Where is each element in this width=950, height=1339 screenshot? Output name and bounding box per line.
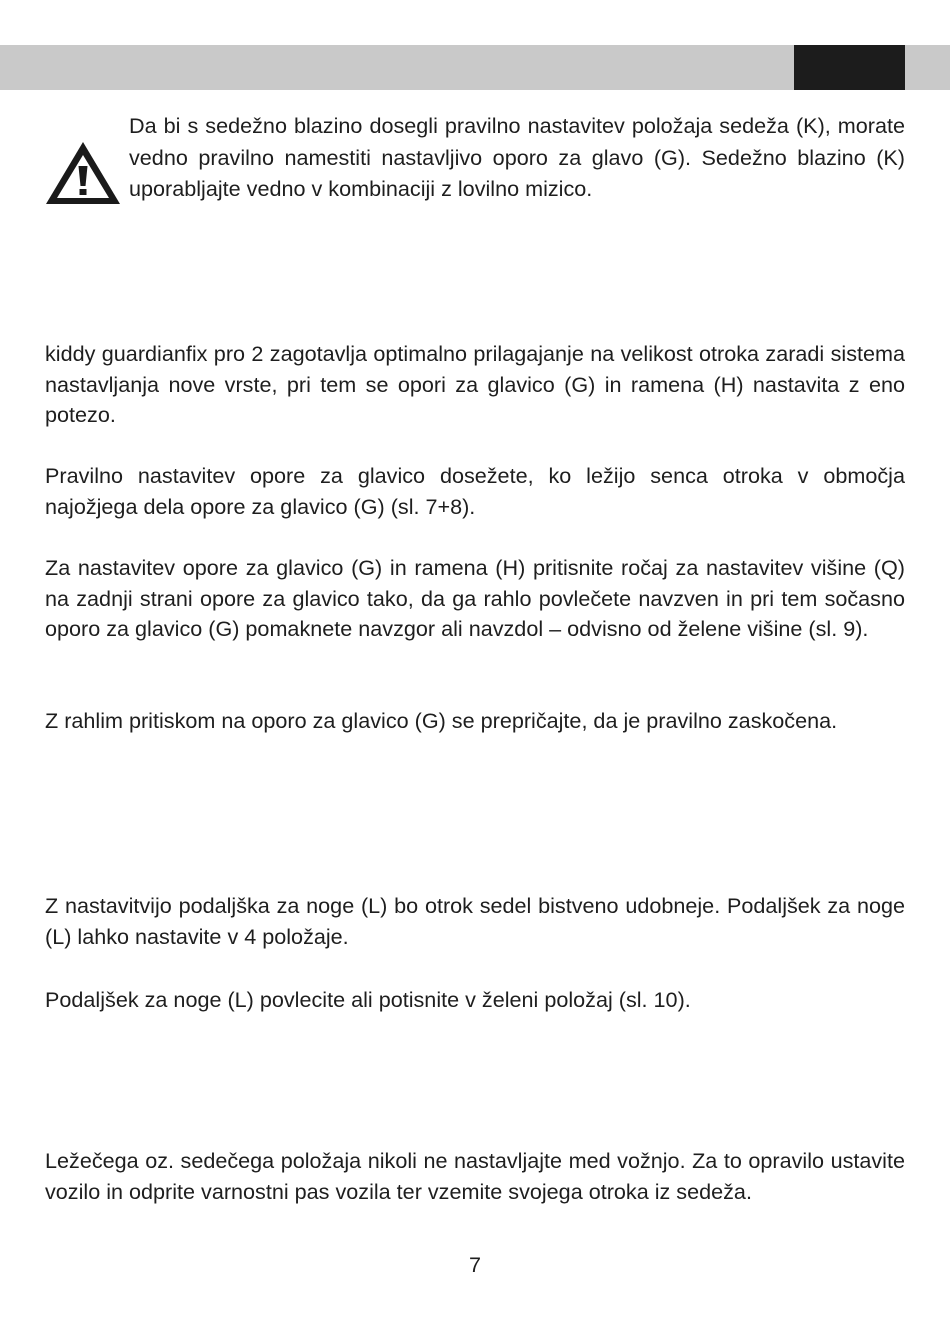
header-tab bbox=[794, 45, 905, 90]
paragraph-6: Podaljšek za noge (L) povlecite ali potisnite v želeni položaj (sl. 10). bbox=[45, 987, 691, 1012]
paragraph-4: Z rahlim pritiskom na oporo za glavico (G) se prepričajte, da je pravilno zaskočena. bbox=[45, 708, 838, 733]
paragraph-3: Za nastavitev opore za glavico (G) in ramena (H) pritisnite ročaj za nastavitev višine (Q) na zadnji strani opore za glavico tako, da ga rahlo povlečete navzven in pri tem sočasno oporo za glavico (G) pomaknete navzgor ali navzdol – odvisno od želene višine (sl. 9). bbox=[45, 555, 905, 641]
page-number: 7 bbox=[468, 1252, 481, 1277]
paragraph-2: Pravilno nastavitev opore za glavico dosežete, ko ležijo senca otroka v območja najožjega dela opore za glavico (G) (sl. 7+8). bbox=[45, 463, 905, 519]
warning-triangle-icon bbox=[44, 140, 122, 206]
paragraph-7: Ležečega oz. sedečega položaja nikoli ne nastavljajte med vožnjo. Za to opravilo ustavite vozilo in odprite varnostni pas vozila ter vzemite svojega otroka iz sedeža. bbox=[45, 1148, 905, 1204]
warning-text: Da bi s sedežno blazino dosegli pravilno nastavitev položaja sedeža (K), morate vedno pravilno namestiti nastavljivo oporo za glavo (G). Sedežno blazino (K) uporabljajte vedno v kombinaciji z lovilno mizico. bbox=[129, 113, 905, 201]
paragraph-5: Z nastavitvijo podaljška za noge (L) bo otrok sedel bistveno udobneje. Podaljšek za noge (L) lahko nastavite v 4 položaje. bbox=[45, 893, 905, 949]
paragraph-1: kiddy guardianfix pro 2 zagotavlja optimalno prilagajanje na velikost otroka zaradi sistema nastavljanja nove vrste, pri tem se opori za glavico (G) in ramena (H) nastavita z eno potezo. bbox=[45, 341, 905, 427]
